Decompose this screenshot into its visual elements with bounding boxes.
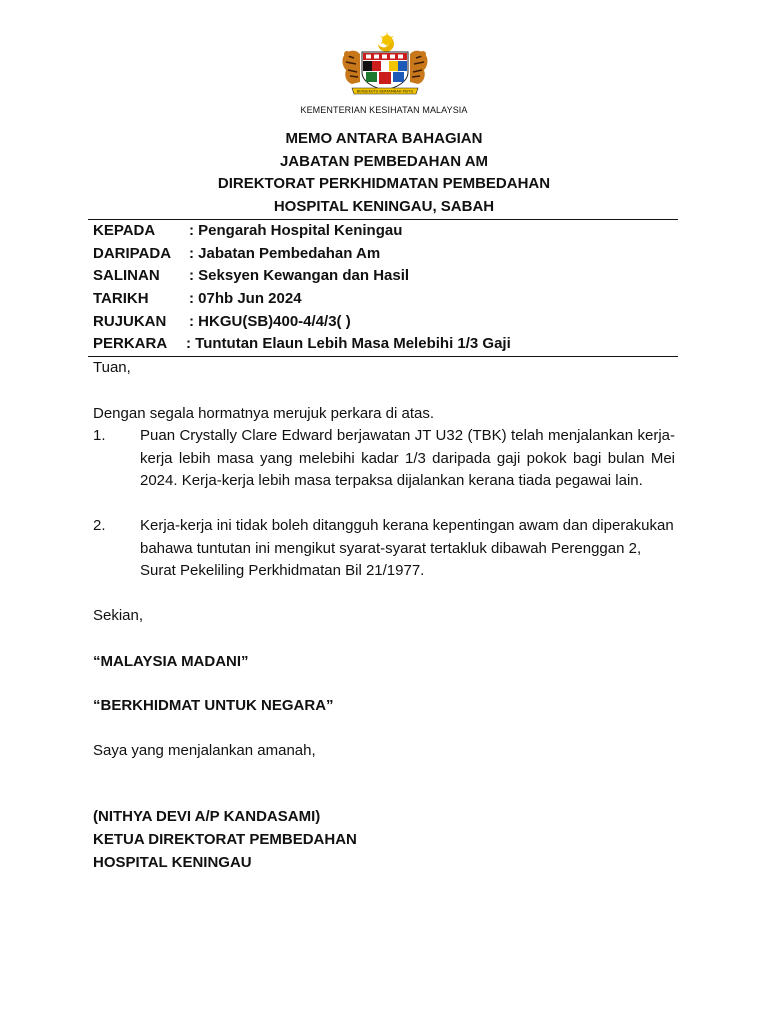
item-text: Kerja-kerja ini tidak boleh ditangguh kerana kepentingan awam dan diperakukan bahawa tuntutan ini mengikut syarat-syarat tertakluk dibawah Perenggan 2, Surat Pekeliling Perkhidmatan Bil 21/1977. [140,517,674,579]
item-number: 2. [93,517,106,534]
field-value: : Jabatan Pembedahan Am [189,244,381,262]
title-line-1: MEMO ANTARA BAHAGIAN [285,130,483,147]
field-value: : Tuntutan Elaun Lebih Masa Melebihi 1/3 Gaji [186,335,511,353]
field-label: DARIPADA [93,244,172,262]
memo-titles [0,128,768,218]
field-label: RUJUKAN [93,312,167,330]
field-rujukan [93,311,678,334]
field-value: : 07hb Jun 2024 [189,290,302,308]
field-daripada [93,243,678,266]
signatory-name: (NITHYA DEVI A/P KANDASAMI) [93,808,321,825]
closing: Sekian, [93,607,144,624]
field-value: : Pengarah Hospital Keningau [189,222,403,239]
item-number: 1. [93,427,106,444]
field-label: KEPADA [93,222,156,239]
title-line-2: JABATAN PEMBEDAHAN AM [279,152,489,170]
field-perkara [93,333,678,356]
item-text: Puan Crystally Clare Edward berjawatan JT U32 (TBK) telah menjalankan kerja-kerja lebih masa yang melebihi kadar 1/3 daripada gaji pokok bagi bulan Mei 2024. Kerja-kerja lebih masa terpaksa dijalankan kerana tiada pegawai lain. [140,427,675,489]
salutation: Tuan, [93,359,131,376]
slogan-berkhidmat: “BERKHIDMAT UNTUK NEGARA” [93,697,334,714]
field-tarikh [93,288,678,311]
field-label: SALINAN [93,267,160,285]
crest-motto: BERSEKUTU BERTAMBAH MUTU [356,89,414,94]
field-salinan [93,265,678,288]
title-line-4: HOSPITAL KENINGAU, SABAH [273,197,495,215]
intro-paragraph: Dengan segala hormatnya merujuk perkara di atas. [93,405,435,422]
ministry-name: KEMENTERIAN KESIHATAN MALAYSIA [300,105,468,115]
field-kepada [93,220,678,243]
memo-fields [93,220,678,356]
signoff: Saya yang menjalankan amanah, [93,742,316,759]
field-value: : HKGU(SB)400-4/4/3( ) [189,312,351,330]
coat-of-arms-icon [330,30,440,100]
field-label: PERKARA [93,335,168,353]
slogan-malaysia-madani: “MALAYSIA MADANI” [93,653,249,670]
signatory-org: HOSPITAL KENINGAU [93,854,252,871]
field-label: TARIKH [93,290,149,308]
field-value: : Seksyen Kewangan dan Hasil [189,267,410,285]
signatory-title: KETUA DIREKTORAT PEMBEDAHAN [93,831,357,848]
title-line-3: DIREKTORAT PERKHIDMATAN PEMBEDAHAN [217,175,551,192]
